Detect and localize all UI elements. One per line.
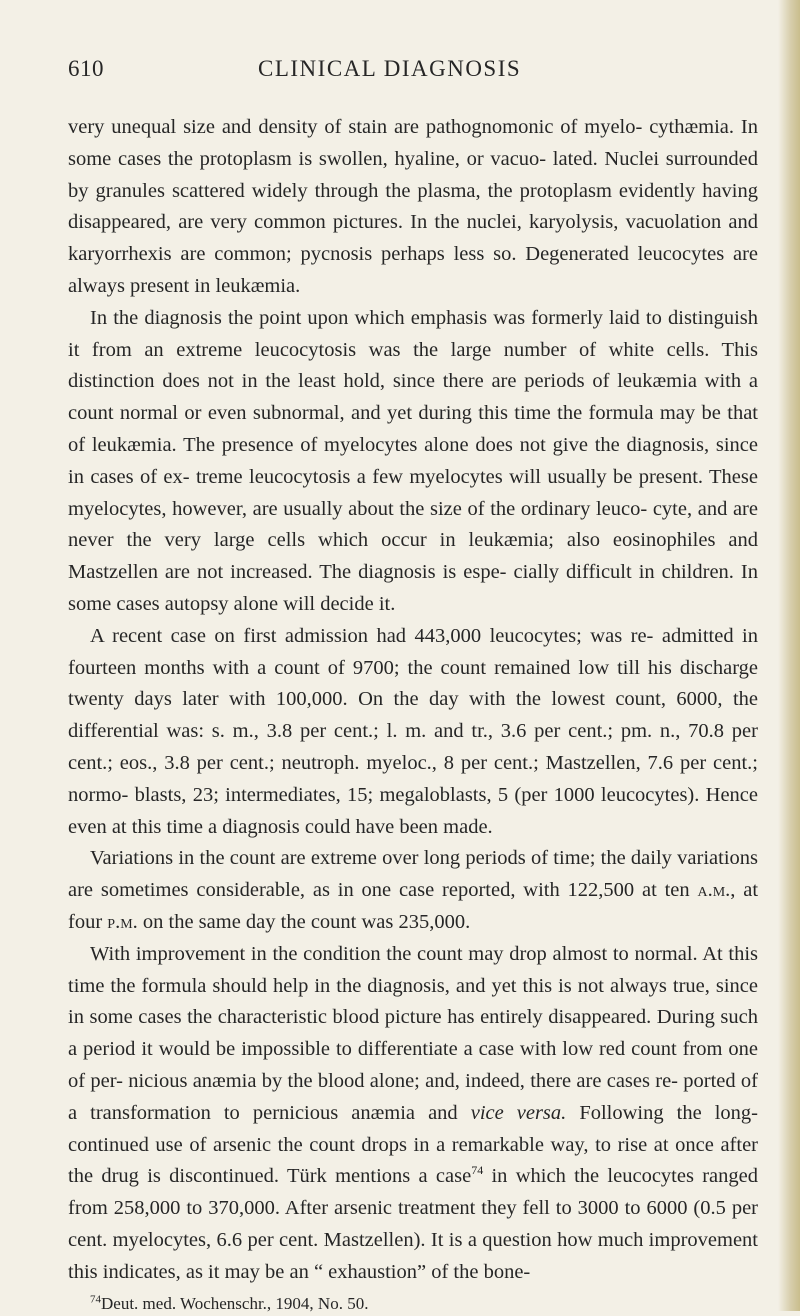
running-title: CLINICAL DIAGNOSIS (258, 56, 522, 81)
paragraph-2: In the diagnosis the point upon which emphasis was formerly laid to distinguish it from an extreme leucocytosis was the large number of white cells. This distinction does not in the least hold, since there are periods of leukæmia with a count normal or even subnormal, and yet during this time the formula may be that of leukæmia. The presence of myelocytes alone does not give the diagnosis, since in cases of ex- treme leucocytosis a few myelocytes will usually be present. These myelocytes, however, are usually about the size of the ordinary leuco- cyte, and are never the very large cells which occur in leukæmia; also eosinophiles and Mastzellen are not increased. The diagnosis is espe- cially difficult in children. In some cases autopsy alone will decide it. (68, 306, 758, 615)
p5-text-b: Following the long-continued use of arsenic the count drops in a remarkable way, to rise at once after the drug is discontinued. Türk mentions a case (68, 1101, 759, 1188)
book-page (68, 56, 758, 1316)
paragraph-3: A recent case on first admission had 443,000 leucocytes; was re- admitted in fourteen months with a count of 9700; the count remained low till his discharge twenty days later with 100,000. On the day with the lowest count, 6000, the differential was: s. m., 3.8 per cent.; l. m. and tr., 3.6 per cent.; pm. n., 70.8 per cent.; eos., 3.8 per cent.; neutroph. myeloc., 8 per cent.; Mastzellen, 7.6 per cent.; normo- blasts, 23; intermediates, 15; megaloblasts, 5 (per 1000 leucocytes). Hence even at this time a diagnosis could have been made. (68, 624, 758, 838)
page-number: 610 (68, 56, 104, 81)
p4-text-a: Variations in the count are extreme over long periods of time; the daily variations are sometimes considerable, as in one case reported, with 122,500 at ten (68, 847, 758, 902)
footnote (68, 1292, 758, 1316)
footnote-text: Deut. med. Wochenschr., 1904, No. 50. (101, 1294, 369, 1314)
page-edge-shadow (778, 0, 800, 1311)
footnote-marker: 74 (90, 1293, 101, 1306)
paragraph-5 (68, 939, 758, 1289)
body-text (68, 112, 758, 1288)
paragraph-4 (68, 843, 758, 938)
vice-versa-italic: vice versa. (470, 1101, 567, 1124)
footnote-reference: 74 (471, 1163, 484, 1178)
p4-text-b: at four (68, 879, 759, 933)
p5-text-a: With improvement in the condition the count may drop almost to normal. At this time the formula should help in the diagnosis, and yet this is not always true, since in some cases the characteristic blood picture has entirely disappeared. During such a period it would be impossible to differentiate a case with low red count from one of per- nicious anæmia by the blood alone; and, indeed, there are cases re- ported of a transformation to pernicious anæmia and (68, 942, 758, 1124)
p5-text-c: in which the leucocytes ranged from 258,000 to 370,000. After arsenic treatment they fell to 3000 to 6000 (0.5 per cent. myelocytes, 6.6 per cent. Mastzellen). It is a question how much improvement this indicates, as it may be an “ exhaustion” of the bone- (68, 1165, 758, 1283)
page-header (68, 56, 758, 96)
p4-text-c: on the same day the count was 235,000. (142, 910, 471, 933)
time-am: a.m., (697, 879, 736, 902)
paragraph-1: very unequal size and density of stain are pathognomonic of myelo- cythæmia. In some cases the protoplasm is swollen, hyaline, or vacuo- lated. Nuclei surrounded by granules scattered widely through the plasma, the protoplasm evidently having disappeared, are very common pictures. In the nuclei, karyolysis, vacuolation and karyorrhexis are common; pycnosis perhaps less so. Degenerated leucocytes are always present in leukæmia. (68, 116, 758, 297)
time-pm: p.m. (107, 910, 138, 933)
